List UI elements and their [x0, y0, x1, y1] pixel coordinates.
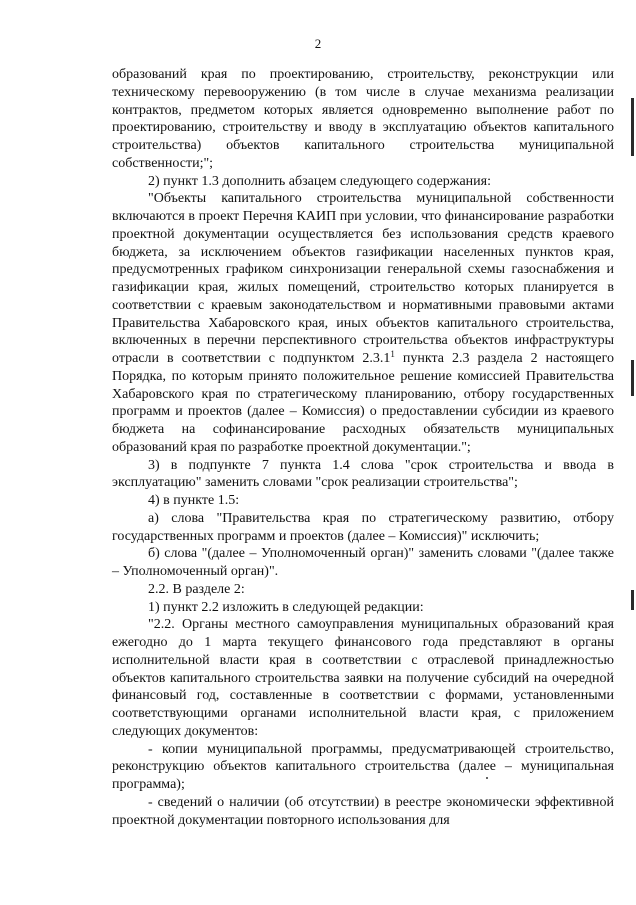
- paragraph-item-2: 2) пункт 1.3 дополнить абзацем следующего содержания:: [148, 173, 491, 189]
- paragraph-section-2-2: 2.2. В разделе 2:: [148, 581, 245, 597]
- page-number: 2: [314, 36, 322, 51]
- document-body: [112, 66, 614, 829]
- paragraph-kaip-text-before: "Объекты капитального строительства муниципальной собственности включаются в проект Перечня КАИП при условии, что финансирование разработки проектной документации осуществляется без использования средств краевого бюджета, за исключением объектов газификации населенных пунктов края, предусмотренных графиком синхронизации генеральной схемы газоснабжения и газификации края, жилых помещений, строительство которых планируется в соответствии с краевым законодательством и нормативными правовыми актами Правительства Хабаровского края, иных объектов капитального строительства, включенных в перечни перспективного строительства объектов инфраструктуры отрасли в соответствии с подпунктом 2.3.1: [112, 191, 614, 366]
- paragraph-bullet-program: - копии муниципальной программы, предусматривающей строительство, реконструкцию объектов капитального строительства (далее – муниципальная программа);: [112, 741, 614, 792]
- paragraph-bullet-registry: - сведений о наличии (об отсутствии) в реестре экономически эффективной проектной документации повторного использования для: [112, 794, 614, 828]
- paragraph-continuation: образований края по проектированию, строительству, реконструкции или техническому перевооружению (в том числе в случае механизма реализации контрактов, предметом которых является одновременно выполнение работ по проектированию, строительству и вводу в эксплуатацию объектов капитального строительства) объектов капитального строительства муниципальной собственности;";: [112, 67, 614, 171]
- scan-edge-mark: [631, 98, 634, 156]
- paragraph-item-4b: б) слова "(далее – Уполномоченный орган)" заменить словами "(далее также – Уполномоченный орган)".: [112, 546, 614, 579]
- scan-speck: [486, 777, 488, 779]
- paragraph-item-4: 4) в пункте 1.5:: [148, 493, 240, 508]
- paragraph-section-2-2-item-1: 1) пункт 2.2 изложить в следующей редакции:: [148, 599, 424, 615]
- scan-edge-mark: [631, 360, 634, 396]
- paragraph-point-2-2: "2.2. Органы местного самоуправления муниципальных образований края ежегодно до 1 марта текущего финансового года представляют в органы исполнительной власти края в соответствии с отраслевой принадлежностью объектов капитального строительства заявки на получение субсидий на очередной финансовый год, составленные в соответствии с формами, установленными соответствующими органами исполнительной власти края, с приложением следующих документов:: [112, 617, 614, 739]
- scan-edge-mark: [631, 590, 634, 610]
- footnote-superscript: 1: [390, 349, 395, 359]
- paragraph-kaip-objects: [112, 190, 614, 456]
- paragraph-item-4a: а) слова "Правительства края по стратегическому развитию, отбору государственных программ и проектов (далее – Комиссия)" исключить;: [112, 510, 614, 544]
- paragraph-item-3: 3) в подпункте 7 пункта 1.4 слова "срок строительства и ввода в эксплуатацию" заменить словами "срок реализации строительства";: [112, 457, 614, 491]
- paragraph-kaip-text-after: пункта 2.3 раздела 2 настоящего Порядка, по которым принято положительное решение комиссией Правительства Хабаровского края по стратегическому планированию, отбору государственных программ и проектов (далее – Комиссия) о предоставлении субсидии из краевого бюджета на софинансирование расходных обязательств муниципальных образований края по разработке проектной документации.";: [112, 351, 615, 455]
